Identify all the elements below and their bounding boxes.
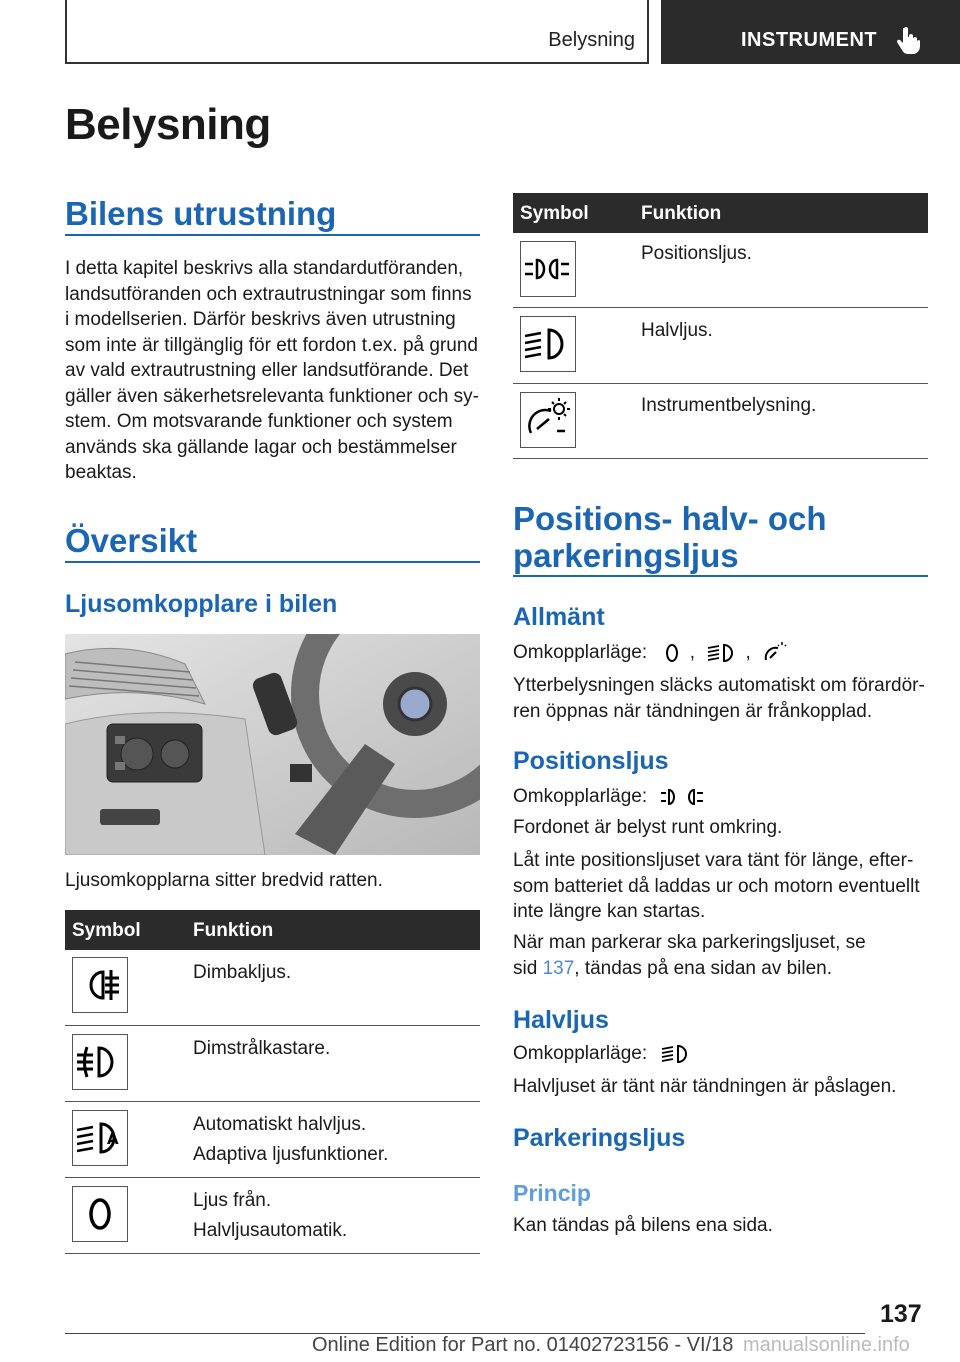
table-row (513, 233, 928, 308)
dashboard-illustration (65, 634, 480, 855)
heading-light-switch: Ljusomkopplare i bilen (65, 590, 338, 618)
photo-caption: Ljusomkopplarna sitter bredvid ratten. (65, 870, 383, 891)
text-line: av vald extrautrustning eller landsutförande. Det (65, 360, 469, 381)
low-beam-icon (706, 640, 740, 666)
text-line: ren öppnas när tändningen är frånkopplad. (513, 700, 873, 722)
light-switch-photo (65, 634, 480, 855)
parking-light-icon (660, 785, 706, 809)
heading-rule (65, 234, 480, 236)
parking-light-icon (521, 242, 575, 296)
heading-parking-light: Parkeringsljus (513, 1124, 686, 1152)
lights-off-icon (660, 641, 684, 665)
symbol-cell (72, 1034, 128, 1090)
text-line (513, 956, 933, 982)
text-line: När man parkerar ska parkeringsljuset, se (513, 932, 866, 953)
symbol-cell (520, 316, 576, 372)
page-number: 137 (880, 1300, 922, 1328)
table-header (513, 193, 928, 233)
table-row (65, 950, 480, 1026)
function-text: Halvljusautomatik. (193, 1220, 348, 1241)
function-text: Ljus från. (193, 1190, 272, 1211)
function-text: Halvljus. (641, 320, 713, 341)
text-line: som batteriet då laddas ur och motorn eventuellt (513, 875, 920, 897)
switch-position-line (513, 784, 706, 810)
switch-position-line (513, 640, 933, 666)
separator: , (689, 642, 695, 664)
heading-equipment: Bilens utrustning (65, 195, 337, 232)
table-row (65, 1102, 480, 1178)
instrument-lighting-icon (521, 393, 575, 447)
text-line: Låt inte positionsljuset vara tänt för länge, efter- (513, 850, 914, 871)
heading-line: parkeringsljus (513, 537, 739, 574)
header-chapter-title: INSTRUMENT (741, 29, 878, 51)
auto-low-beam-icon (73, 1111, 127, 1165)
header-section-box (65, 0, 649, 64)
equipment-paragraph (65, 256, 485, 486)
text-line: I detta kapitel beskrivs alla standardutföranden, (65, 258, 464, 279)
function-text: Dimstrålkastare. (193, 1038, 331, 1059)
position-paragraph-b (513, 848, 933, 925)
table-row (65, 1026, 480, 1102)
text-line: beaktas. (65, 462, 137, 483)
function-text: Dimbakljus. (193, 962, 292, 983)
principle-paragraph: Kan tändas på bilens ena sida. (513, 1215, 773, 1236)
text-span: sid (513, 957, 543, 979)
low-beam-icon (521, 317, 575, 371)
col-symbol-header: Symbol (520, 203, 589, 224)
label: Omkopplarläge: (513, 1043, 648, 1065)
symbol-cell (520, 241, 576, 297)
function-text: Positionsljus. (641, 243, 752, 264)
heading-rule (513, 575, 928, 577)
heading-position-light: Positionsljus (513, 747, 669, 775)
symbol-cell (72, 1110, 128, 1166)
text-line: landsutföranden och extrautrustningar som finns (65, 283, 472, 305)
col-symbol-header: Symbol (72, 920, 141, 941)
left-symbol-table (65, 910, 480, 1254)
text-line: som inte är tillgänglig för ett fordon t.ex. på grund (65, 334, 478, 356)
heading-overview: Översikt (65, 522, 198, 559)
edition-text: Online Edition for Part no. 01402723156 - VI/18 (312, 1334, 734, 1356)
label: Omkopplarläge: (513, 786, 648, 807)
text-line: stem. Om motsvarande funktioner och system (65, 411, 453, 432)
heading-low-beam: Halvljus (513, 1006, 609, 1034)
page-title: Belysning (65, 100, 271, 149)
text-line: används ska gällande lagar och bestämmelser (65, 436, 457, 458)
function-text: Automatiskt halvljus. (193, 1114, 367, 1135)
svg-text:A: A (107, 1130, 119, 1148)
symbol-cell (72, 1186, 128, 1242)
heading-line: Positions- halv- och (513, 500, 827, 537)
function-text: Instrumentbelysning. (641, 395, 817, 416)
general-paragraph (513, 673, 933, 724)
table-row (513, 308, 928, 384)
heading-rule (65, 561, 480, 563)
header-section-title: Belysning (548, 29, 635, 51)
heading-general: Allmänt (513, 603, 605, 631)
right-symbol-table (513, 193, 928, 459)
position-paragraph-a: Fordonet är belyst runt omkring. (513, 817, 783, 838)
low-beam-icon (660, 1041, 694, 1067)
hand-pointer-icon (895, 26, 921, 54)
text-line: inte längre kan startas. (513, 901, 706, 922)
rear-fog-light-icon (73, 958, 127, 1012)
label: Omkopplarläge: (513, 642, 648, 664)
separator: , (745, 642, 751, 664)
col-function-header: Funktion (641, 203, 722, 224)
heading-principle: Princip (513, 1180, 591, 1206)
low-beam-paragraph: Halvljuset är tänt när tändningen är påslagen. (513, 1076, 897, 1097)
switch-position-line (513, 1041, 694, 1067)
footer-edition (312, 1334, 910, 1357)
table-row (513, 384, 928, 459)
text-line: i modellserien. Därför beskrivs även utrustning (65, 309, 456, 330)
symbol-cell (72, 957, 128, 1013)
text-line: gäller även säkerhetsrelevanta funktioner och sy- (65, 385, 480, 407)
symbol-cell (520, 392, 576, 448)
text-span: , tändas på ena sidan av bilen. (574, 957, 833, 979)
heading-position-lights (513, 500, 827, 574)
front-fog-light-icon (73, 1035, 127, 1089)
header-chapter-tab[interactable] (661, 0, 960, 64)
table-row (65, 1178, 480, 1254)
page-link[interactable]: 137 (542, 957, 575, 979)
instrument-lighting-icon (762, 640, 788, 666)
text-line: Ytterbelysningen släcks automatiskt om förardör- (513, 675, 925, 696)
col-function-header: Funktion (193, 920, 274, 941)
position-paragraph-c (513, 930, 933, 981)
lights-off-icon (73, 1187, 127, 1241)
function-text: Adaptiva ljusfunktioner. (193, 1144, 389, 1165)
watermark-text: manualsonline.info (742, 1334, 910, 1356)
table-header (65, 910, 480, 950)
